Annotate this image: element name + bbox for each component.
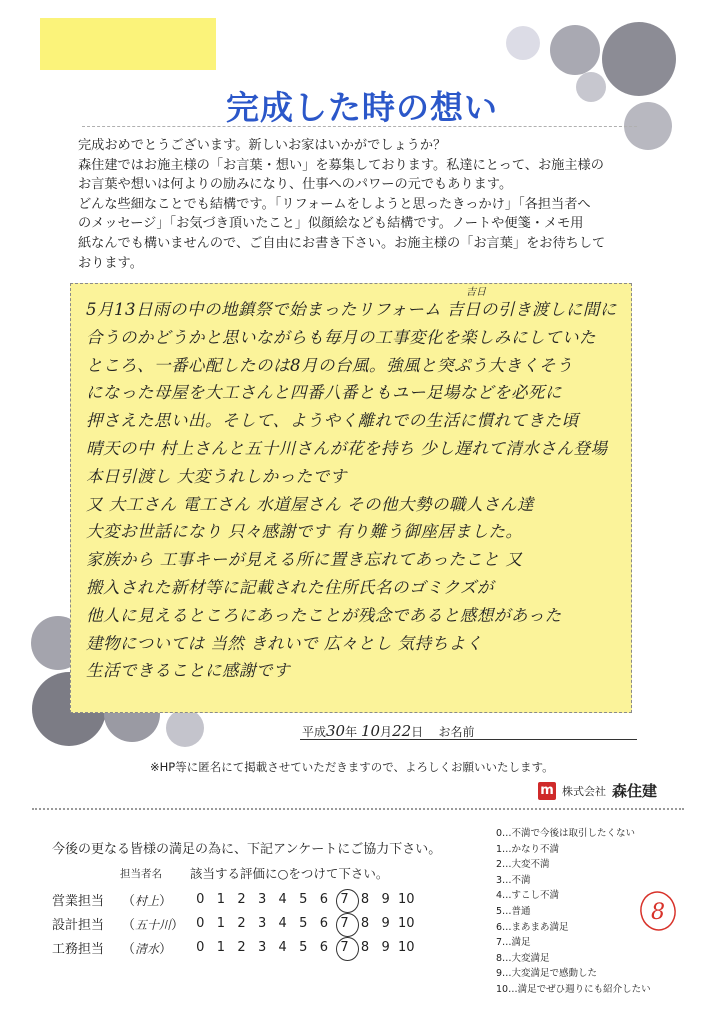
stamp-number: 8 [651, 900, 665, 925]
rating-option[interactable]: 2 [237, 891, 246, 907]
intro-line: のメッセージ」「お気づき頂いたこと」似顔絵なども結構です。ノートや便箋・メモ用 [78, 216, 584, 232]
survey-row-label: 工務担当 [52, 941, 105, 957]
legend-item: 10…満足でぜひ週りにも紹介したい [496, 983, 651, 995]
survey-person: （清水） [122, 941, 173, 957]
selected-circle-icon [336, 889, 359, 913]
date-era: 平成 [302, 725, 327, 739]
sticky-note [40, 18, 216, 70]
anonymity-note: ※HP等に匿名にて掲載させていただきますので、よろしくお願いいたします。 [150, 760, 554, 774]
survey-row [52, 887, 417, 911]
message-line: 生活できることに感謝です [86, 661, 290, 681]
rating-option[interactable]: 3 [257, 915, 267, 931]
decor-circle [166, 709, 204, 747]
legend-item: 9…大変満足で感動した [496, 968, 598, 980]
rating-option[interactable]: 5 [299, 915, 308, 931]
message-line: 本日引渡し 大変うれしかったです [86, 466, 347, 486]
rating-option[interactable]: 3 [257, 891, 267, 907]
message-line: 又 大工さん 電工さん 水道屋さん その他大勢の職人さん達 [86, 494, 534, 514]
page-title: 完成した時の想い [226, 88, 498, 127]
legend-item: 1…かなり不満 [496, 843, 560, 855]
company-name: 森住建 [612, 782, 658, 800]
decor-circle [550, 25, 600, 75]
message-line: 大変お世話になり 只々感謝です 有り難う御座居ました。 [86, 522, 523, 542]
name-label: お名前 [438, 725, 475, 739]
legend-item: 3…不満 [496, 874, 531, 886]
logo-mark-icon: m [538, 782, 556, 800]
message-line: になった母屋を大工さんと四番八番ともユー足場などを必死に [86, 383, 562, 403]
rating-option[interactable]: 7 [334, 892, 355, 907]
rating-option[interactable]: 2 [237, 939, 246, 955]
message-line: 晴天の中 村上さんと五十川さんが花を持ち 少し遅れて清水さん登場 [86, 438, 608, 458]
legend-item: 2…大変不満 [496, 859, 550, 871]
section-divider [32, 808, 684, 810]
intro-line: 紙なんでも構いませんので、ご自由にお書き下さい。お施主様の「お言葉」をお待ちして [78, 235, 606, 251]
survey-person-header: 担当者名 [120, 868, 162, 880]
signature-date [302, 722, 474, 740]
message-line: 他人に見えるところにあったことが残念であると感想があった [86, 605, 562, 625]
rating-option[interactable]: 3 [257, 939, 267, 955]
rating-option[interactable]: 5 [299, 939, 308, 955]
survey-person: （五十川） [122, 917, 185, 933]
message-line: 建物については 当然 きれいで 広々とし 気持ちよく [86, 633, 483, 653]
rating-option[interactable]: 7 [334, 916, 355, 931]
legend-item: 5…普通 [496, 905, 531, 917]
rating-option[interactable]: 1 [216, 915, 226, 931]
rating-option[interactable]: 9 [381, 915, 390, 931]
company-logo [538, 780, 657, 801]
legend-item: 8…大変満足 [496, 952, 550, 964]
rating-legend [496, 826, 651, 998]
rating-option[interactable]: 6 [319, 891, 328, 907]
intro-line: おります。 [78, 255, 143, 271]
rating-option[interactable]: 10 [397, 915, 415, 931]
rating-option[interactable]: 9 [381, 891, 390, 907]
rating-scale [190, 892, 417, 907]
survey-person-name: 村上 [135, 893, 160, 908]
intro-line: お言葉や想いは何よりの励みになり、仕事へのパワーの元でもあります。 [78, 177, 513, 193]
rating-option[interactable]: 8 [360, 915, 370, 931]
rating-option[interactable]: 4 [278, 915, 287, 931]
message-line: 家族から 工事キーが見える所に置き忘れてあったこと 又 [86, 550, 523, 570]
survey-row-label: 営業担当 [52, 893, 105, 909]
rating-option[interactable]: 4 [278, 939, 287, 955]
message-line: 押さえた思い出。そして、ようやく離れでの生活に慣れてきた頃 [86, 411, 579, 431]
intro-line: 森住建ではお施主様の「お言葉・想い」を募集しております。私達にとって、お施主様の [78, 157, 604, 173]
rating-scale [190, 940, 417, 955]
rating-option[interactable]: 1 [216, 939, 226, 955]
date-month-unit: 月 [380, 725, 393, 739]
survey-row [52, 911, 417, 935]
survey-row [52, 935, 417, 959]
intro-line: 完成おめでとうございます。新しいお家はいかがでしょうか？ [78, 138, 447, 153]
rating-option[interactable]: 2 [237, 915, 246, 931]
intro-text [78, 136, 658, 273]
rating-option[interactable]: 10 [397, 939, 415, 955]
date-day-unit: 日 [411, 725, 424, 739]
date-day: 22 [392, 722, 412, 740]
rating-option[interactable]: 1 [216, 891, 226, 907]
rating-option[interactable]: 0 [196, 891, 205, 907]
signature-underline [300, 739, 637, 740]
survey-person-name: 五十川 [135, 917, 172, 932]
intro-line: どんな些細なことでも結構です。「リフォームをしようと思ったきっかけ」「各担当者へ [78, 196, 591, 212]
legend-item: 7…満足 [496, 937, 531, 949]
survey-row-label: 設計担当 [52, 917, 105, 933]
rating-option[interactable]: 8 [360, 939, 370, 955]
rating-option[interactable]: 8 [360, 891, 370, 907]
title-underline [82, 126, 637, 127]
rating-option[interactable]: 10 [397, 891, 415, 907]
rating-option[interactable]: 9 [381, 939, 390, 955]
legend-item: 4…すこし不満 [496, 890, 560, 902]
date-month: 10 [360, 722, 381, 740]
rating-option[interactable]: 6 [319, 915, 328, 931]
company-type: 株式会社 [562, 784, 606, 798]
date-year: 30 [326, 722, 346, 740]
rating-option[interactable]: 0 [196, 939, 205, 955]
rating-scale [190, 916, 417, 931]
decor-circle [506, 26, 540, 60]
handwritten-annotation: 吉日 [466, 287, 486, 298]
rating-option[interactable]: 5 [299, 891, 308, 907]
rating-option[interactable]: 7 [334, 940, 355, 955]
rating-option[interactable]: 0 [196, 915, 205, 931]
handwritten-message [86, 296, 631, 685]
survey-person: （村上） [122, 893, 173, 909]
survey-person-name: 清水 [135, 941, 160, 956]
survey-eval-header: 該当する評価に○をつけて下さい。 [190, 866, 389, 881]
rating-option[interactable]: 4 [278, 891, 287, 907]
score-stamp [638, 889, 678, 933]
legend-item: 6…まあまあ満足 [496, 921, 569, 933]
survey-intro: 今後の更なる皆様の満足の為に、下記アンケートにご協力下さい。 [52, 842, 442, 857]
message-line: 搬入された新材等に記載された住所氏名のゴミクズが [86, 577, 494, 597]
date-year-unit: 年 [345, 725, 358, 739]
message-line: 5月13日雨の中の地鎮祭で始まったリフォーム 吉日の引き渡しに間に [86, 300, 617, 319]
selected-circle-icon [336, 937, 359, 961]
rating-option[interactable]: 6 [319, 939, 328, 955]
message-line: ところ、一番心配したのは8月の台風。強風と突ぷう大きくそう [86, 355, 573, 375]
selected-circle-icon [336, 913, 359, 937]
message-line: 合うのかどうかと思いながらも毎月の工事変化を楽しみにしていた [86, 327, 596, 347]
legend-item: 0…不満で今後は取引したくない [496, 828, 636, 839]
